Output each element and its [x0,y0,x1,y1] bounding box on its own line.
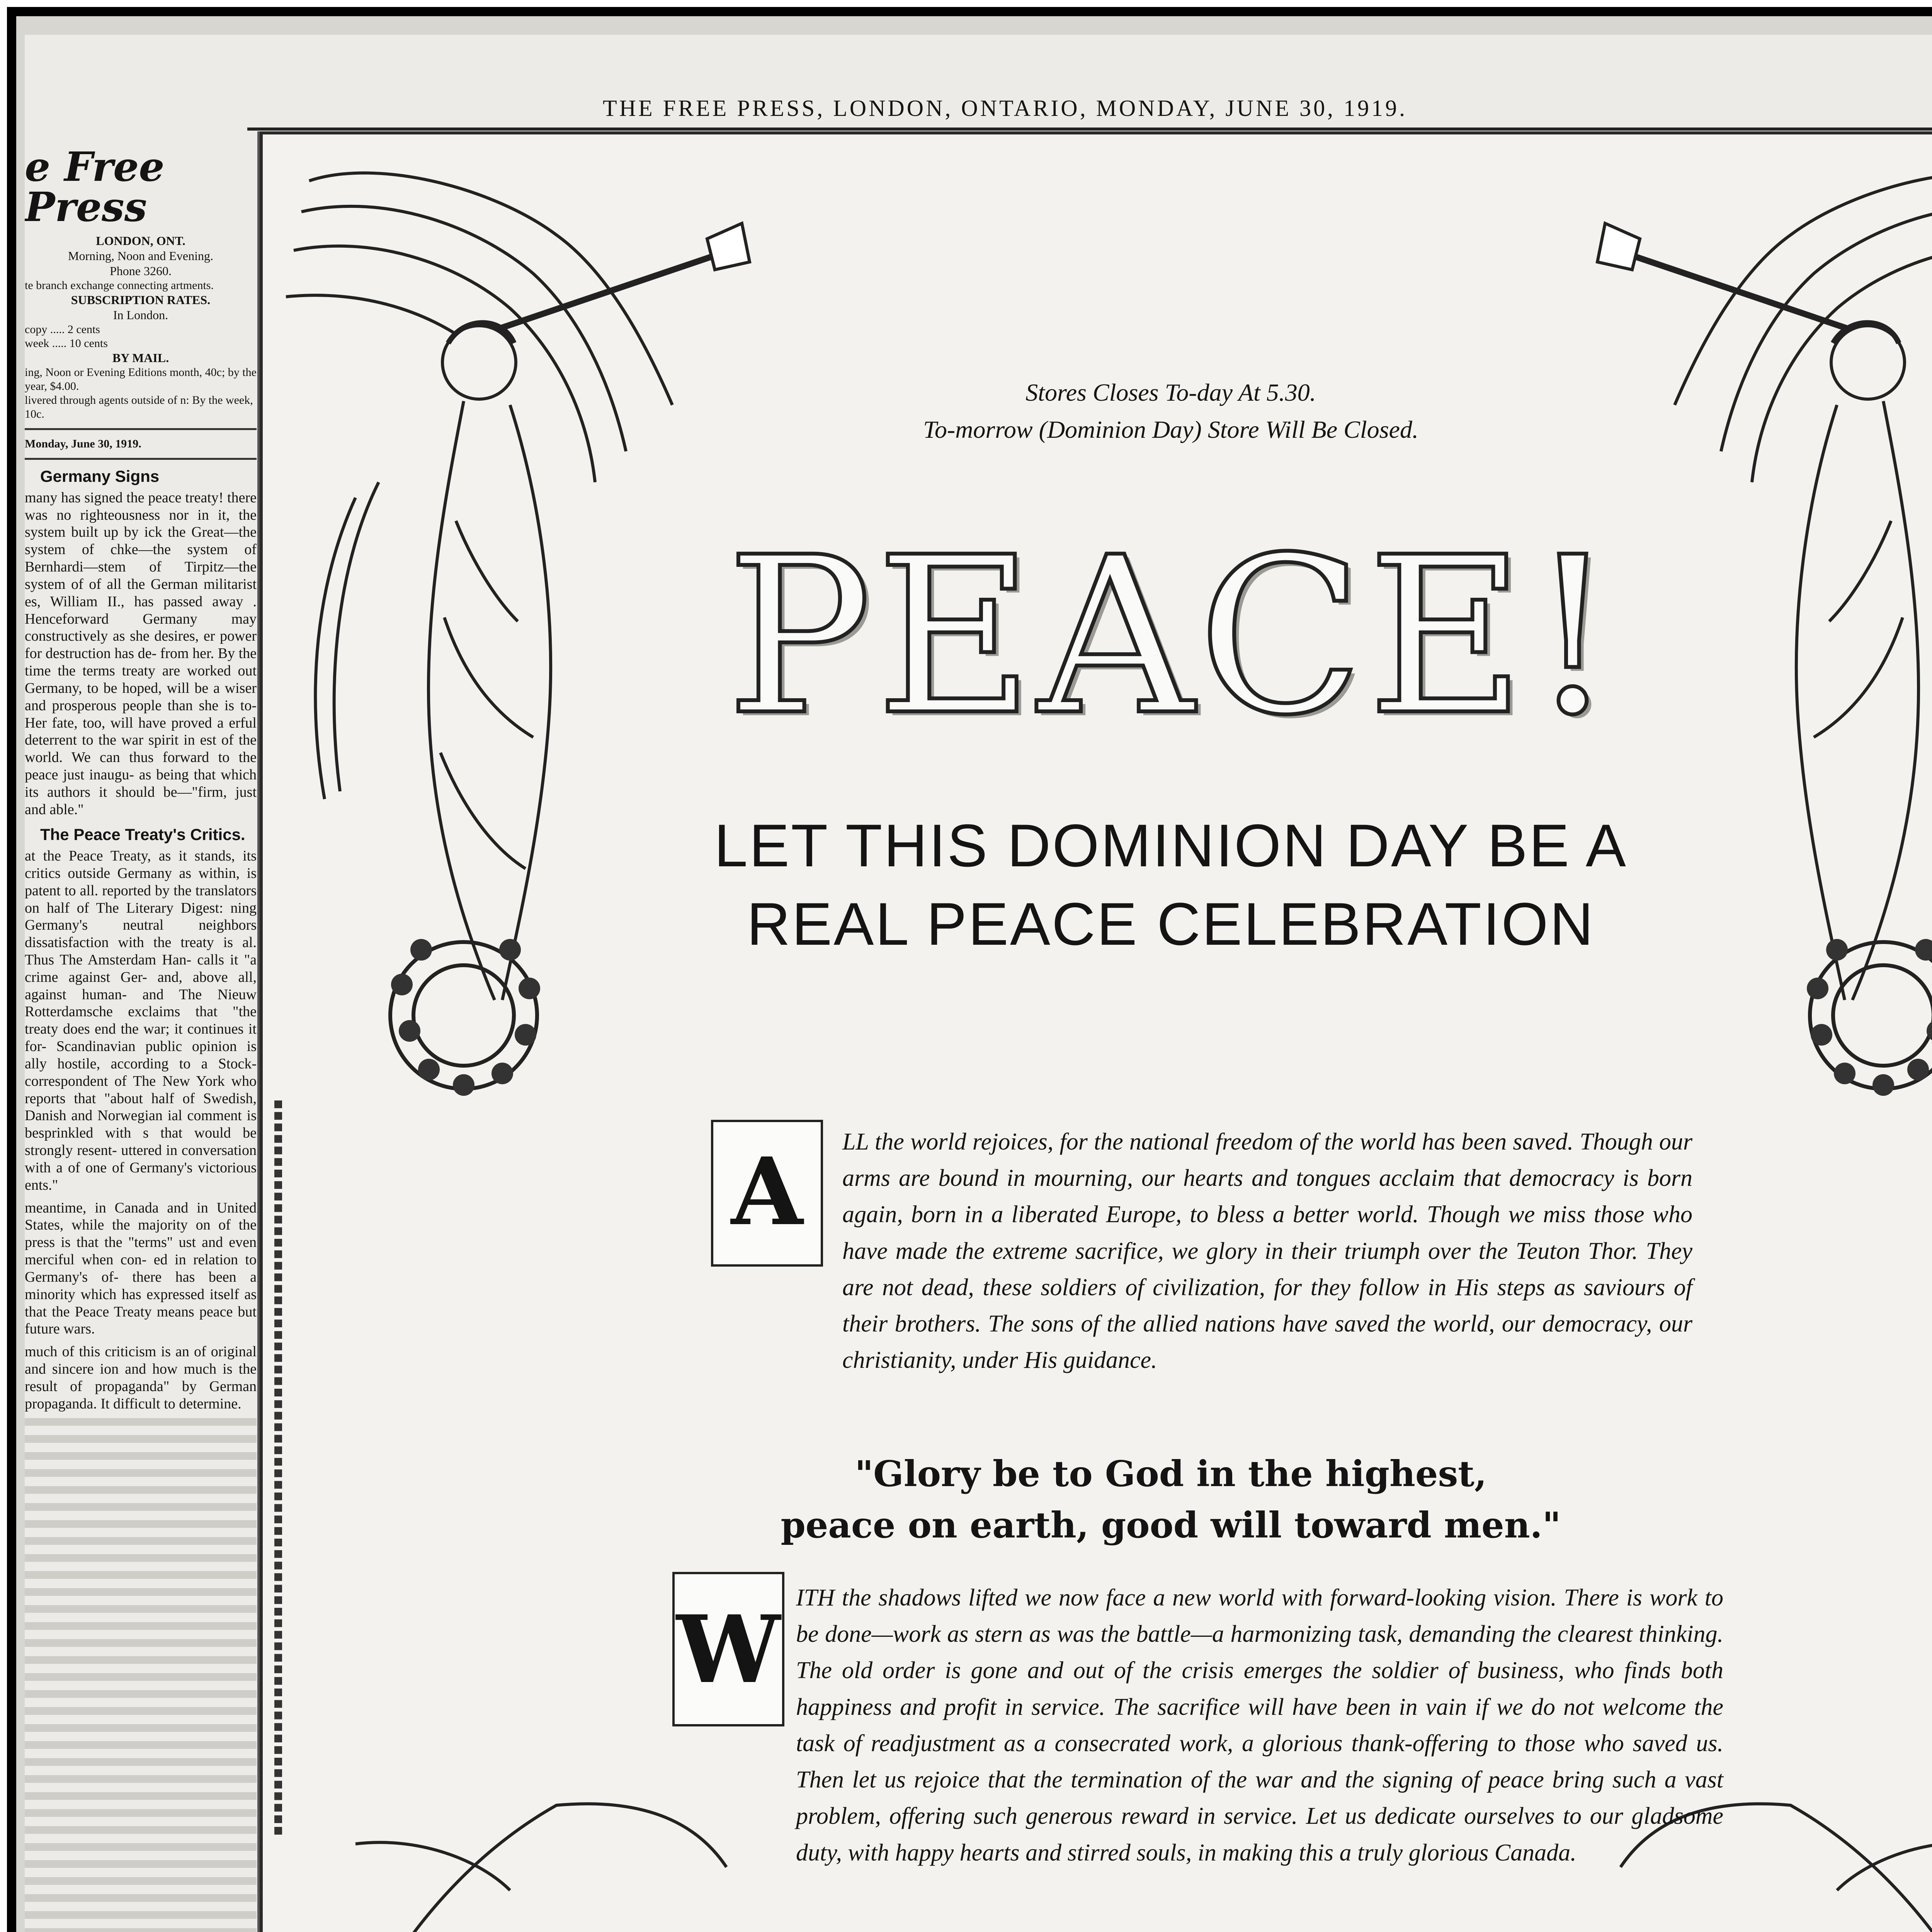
drop-cap-w: W [672,1572,784,1726]
headline-line-1: LET THIS DOMINION DAY BE A [714,812,1628,879]
chain-border-left [274,1100,282,1835]
scripture-quote-line-2: peace on earth, good will toward men." [781,1504,1561,1546]
masthead-name: e Free Press [25,143,165,231]
dominion-day-headline [649,807,1692,964]
editorial-paragraph: much of this criticism is an of original and sincere ion and how much is the result of propaganda" by German propaganda. It difficult to determine. [25,1344,257,1412]
store-hours-notice [842,374,1499,448]
shadows-lifted-paragraph: ITH the shadows lifted we now face a new world with forward-looking vision. There is work to be done—work as stern as was the battle—a harmonizing task, demanding the clearest thinking. The old order is gone and out of the crisis emerges the soldier of business, who finds both happiness and profit in service. The sacrifice will have been in vain if we do not welcome the task of readjustment as a consecrated work, a glorious thank-offering to those who saved us. Then let us rejoice that the termination of the war and the signing of peace bring such a vast problem, offering such generous reward in service. Let us dedicate ourselves to our gladsome duty, with happy hearts and stirred souls, in making this a truly glorious Canada. [796,1585,1723,1866]
editorial-paragraph: meantime, in Canada and in United States, while the majority on of the press is that the "terms" ust and even merciful when con- ed in relation to Germany's of- there has been a minority which has expressed itself as that the Peace Treaty means peace but future wars. [25,1199,257,1337]
landscape-left-illustration [263,1790,746,1932]
masthead-dateline: Monday, June 30, 1919. [25,437,141,451]
masthead-mail-editions: ing, Noon or Evening Editions month, 40c; by the year, $4.00. [25,366,257,393]
masthead-week: week ..... 10 cents [25,337,108,350]
headline-line-2: REAL PEACE CELEBRATION [747,890,1595,958]
masthead-phone: Phone 3260. [110,264,172,278]
world-rejoices-paragraph: LL the world rejoices, for the national freedom of the world has been saved. Though our arms are bound in mourning, our hearts and tongues acclaim that democracy is born again, born in a liberated Europe, to bless a better world. Though we miss those who have made the extreme sacrifice, we glory in their triumph over the Teuton Thor. They are not dead, these soldiers of civilization, for they follow in His steps as saviours of their brothers. The sons of the allied nations have saved the world, our democracy, our christianity, under His guidance. [842,1129,1692,1374]
masthead-exchange: te branch exchange connecting artments. [25,279,214,292]
editorial-column [25,131,257,1932]
masthead-place: LONDON, ONT. [96,234,185,248]
peace-title: PEACE! [726,511,1620,763]
running-head: THE FREE PRESS, LONDON, ONTARIO, MONDAY, JUNE 30, 1919. [603,95,1407,121]
masthead-copy: copy ..... 2 cents [25,323,100,336]
editorial-paragraph: many has signed the peace treaty! there was no righteousness nor in it, the system built up by ick the Great—the system of chke—the system of Bernhardi—stem of Tirpitz—the system of of all the German militarist es, William II., has passed away . Henceforward Germany may constructively as she desires, er power for destruction has de- from her. By the time the terms treaty are worked out Germany, to be hoped, will be a wiser and prosperous people than she is to- Her fate, too, will have proved a erful deterrent to the war spirit in est of the world. We can thus forward to the peace just inaugu- as being that which its authors it should be—"firm, just and able." [25,489,257,818]
editorial-heading-critics: The Peace Treaty's Critics. [40,825,245,844]
masthead-rates-head: SUBSCRIPTION RATES. [71,293,211,307]
peace-advertisement [260,131,1932,1932]
dateline-rule [25,458,257,460]
dominion-day-closed-line: To-morrow (Dominion Day) Store Will Be Closed. [923,416,1418,443]
editorial-paragraph: at the Peace Treaty, as it stands, its critics outside Germany as within, is patent to all. reported by the translators on half of The Literary Digest: ning Germany's neutral neighbors dissatisfaction with the treaty is al. Thus The Amsterdam Han- calls it "a crime against Ger- and, above all, against human- and The Nieuw Rotterdamsche exclaims that "the treaty does end the war; it continues it for- Scandinavian public opinion is ally hostile, according to a Stock- correspondent of The New York who reports that "about half of Swedish, Danish and Norwegian ial comment is besprinkled with s that would be strongly resent- uttered in conversation with a of one of Germany's victorious ents." [25,848,257,1193]
masthead-editions: Morning, Noon and Evening. [68,249,213,263]
masthead-in-london: In London. [113,308,168,322]
store-hours-line: Stores Closes To-day At 5.30. [1026,379,1316,406]
editorial-continued-text [25,1418,257,1932]
editorial-heading-germany-signs: Germany Signs [40,467,160,486]
angel-trumpet-left-illustration [263,134,784,1124]
masthead-agents: livered through agents outside of n: By the week, 10c. [25,394,253,421]
scripture-quote [765,1448,1577,1551]
drop-cap-a: A [711,1120,823,1267]
masthead-rule [25,428,257,430]
scripture-quote-line-1: "Glory be to God in the highest, [855,1453,1487,1495]
top-rule [247,128,1932,131]
masthead-by-mail: BY MAIL. [112,351,169,365]
